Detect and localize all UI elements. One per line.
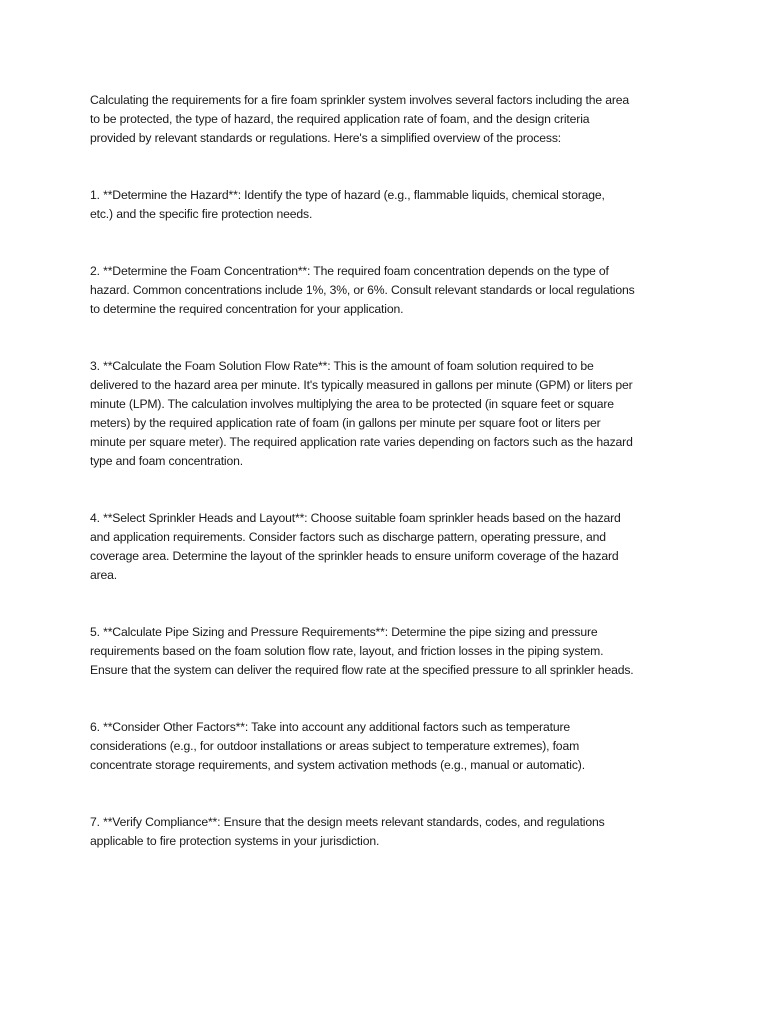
step-4-paragraph: 4. **Select Sprinkler Heads and Layout**: Choose suitable foam sprinkler heads based on the hazard and application requirements. Consider factors such as discharge pattern, operating pressure, and coverage area. Determine the layout of the sprinkler heads to ensure uniform coverage of the hazard area. bbox=[90, 511, 621, 582]
paragraph-spacer bbox=[90, 680, 690, 718]
step-2-paragraph: 2. **Determine the Foam Concentration**: The required foam concentration depends on the type of hazard. Common concentrations include 1%, 3%, or 6%. Consult relevant standards or local regulations to determine the required concentration for your application. bbox=[90, 264, 635, 316]
paragraph-spacer bbox=[90, 471, 690, 509]
step-5-paragraph: 5. **Calculate Pipe Sizing and Pressure Requirements**: Determine the pipe sizing and pressure requirements based on the foam solution flow rate, layout, and friction losses in the piping system. Ensure that the system can deliver the required flow rate at the specified pressure to all sprinkler heads. bbox=[90, 625, 634, 677]
step-6-paragraph: 6. **Consider Other Factors**: Take into account any additional factors such as temperature considerations (e.g., for outdoor installations or areas subject to temperature extremes), foam concentrate storage requirements, and system activation methods (e.g., manual or automatic). bbox=[90, 720, 585, 772]
paragraph-spacer bbox=[90, 775, 690, 813]
paragraph-spacer bbox=[90, 585, 690, 623]
step-3-paragraph: 3. **Calculate the Foam Solution Flow Rate**: This is the amount of foam solution required to be delivered to the hazard area per minute. It's typically measured in gallons per minute (GPM) or liters per minute (LPM). The calculation involves multiplying the area to be protected (in square feet or square meters) by the required application rate of foam (in gallons per minute per square foot or liters per minute per square meter). The required application rate varies depending on factors such as the hazard type and foam concentration. bbox=[90, 359, 633, 468]
paragraph-spacer bbox=[90, 224, 690, 262]
paragraph-spacer bbox=[90, 148, 690, 186]
step-7-paragraph: 7. **Verify Compliance**: Ensure that the design meets relevant standards, codes, and regulations applicable to fire protection systems in your jurisdiction. bbox=[90, 815, 605, 848]
intro-paragraph: Calculating the requirements for a fire foam sprinkler system involves several factors including the area to be protected, the type of hazard, the required application rate of foam, and the design criteria provided by relevant standards or regulations. Here's a simplified overview of the process: bbox=[90, 93, 630, 145]
document-body bbox=[90, 91, 690, 851]
paragraph-spacer bbox=[90, 319, 690, 357]
step-1-paragraph: 1. **Determine the Hazard**: Identify the type of hazard (e.g., flammable liquids, chemical storage, etc.) and the specific fire protection needs. bbox=[90, 188, 605, 221]
